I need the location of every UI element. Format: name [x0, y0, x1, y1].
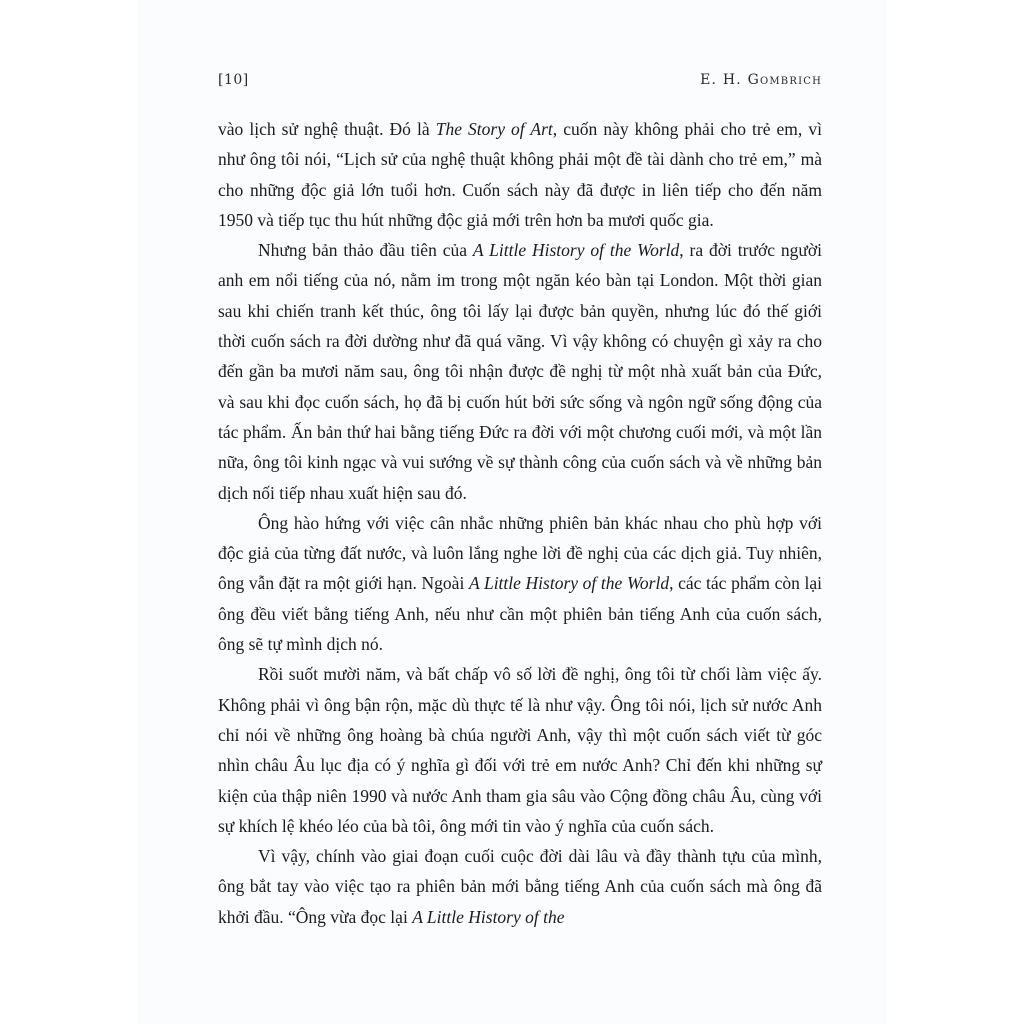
page-number: [10] — [218, 72, 249, 88]
body-text — [218, 114, 822, 932]
book-title: The Story of Art — [435, 119, 553, 139]
text-segment: Nhưng bản thảo đầu tiên của — [258, 240, 473, 261]
text-segment: vào lịch sử nghệ thuật. Đó là — [218, 119, 436, 139]
paragraph — [218, 841, 822, 932]
paragraph — [218, 114, 822, 235]
text-segment: , các tác phẩm còn lại ông đều viết bằng tiếng Anh, nếu như cần một phiên bản tiếng Anh của cuốn sách, ông sẽ tự mình dịch nó. — [218, 573, 822, 655]
author-name: E. H. Gombrich — [700, 72, 822, 88]
book-title: A Little History of the — [412, 906, 565, 927]
text-segment: , cuốn này không phải cho trẻ em, vì như ông tôi nói, “Lịch sử của nghệ thuật không phải một đề tài dành cho trẻ em,” mà cho những độc giả lớn tuổi hơn. Cuốn sách này đã được in liên tiếp cho đến năm 1950 và tiếp tục thu hút những độc giả mới trên hơn ba mươi quốc gia. — [218, 119, 822, 230]
paragraph — [218, 508, 822, 659]
paragraph — [218, 235, 822, 508]
text-segment: , ra đời trước người anh em nổi tiếng của nó, nằm im trong một ngăn kéo bàn tại London. Một thời gian sau khi chiến tranh kết thúc, ông tôi lấy lại được bản quyền, nhưng lúc đó thế giới thời cuốn sách ra đời dường như đã quá vãng. Vì vậy không có chuyện gì xảy ra cho đến gần ba mươi năm sau, ông tôi nhận được đề nghị từ một nhà xuất bản của Đức, và sau khi đọc cuốn sách, họ đã bị cuốn hút bởi sức sống và ngôn ngữ sống động của tác phẩm. Ấn bản thứ hai bằng tiếng Đức ra đời với một chương cuối mới, và một lần nữa, ông tôi kinh ngạc và vui sướng về sự thành công của cuốn sách và về những bản dịch nối tiếp nhau xuất hiện sau đó. — [218, 240, 822, 503]
book-page — [140, 0, 884, 1024]
text-segment: Vì vậy, chính vào giai đoạn cuối cuộc đời dài lâu và đầy thành tựu của mình, ông bắt tay vào việc tạo ra phiên bản mới bằng tiếng Anh của cuốn sách mà ông đã khởi đầu. “Ông vừa đọc lại — [218, 846, 822, 927]
running-head — [218, 72, 822, 96]
paragraph — [218, 659, 822, 841]
book-title: A Little History of the World — [472, 240, 680, 261]
text-segment: Ông hào hứng với việc cân nhắc những phiên bản khác nhau cho phù hợp với độc giả của từng đất nước, và luôn lắng nghe lời đề nghị của các dịch giả. Tuy nhiên, ông vẫn đặt ra một giới hạn. Ngoài — [218, 512, 822, 594]
text-segment: Rồi suốt mười năm, và bất chấp vô số lời đề nghị, ông tôi từ chối làm việc ấy. Không phải vì ông bận rộn, mặc dù thực tế là như vậy. Ông tôi nói, lịch sử nước Anh chỉ nói về những ông hoàng bà chúa người Anh, vậy thì một cuốn sách viết từ góc nhìn châu Âu lục địa có ý nghĩa gì đối với trẻ em nước Anh? Chỉ đến khi những sự kiện của thập niên 1990 và nước Anh tham gia sâu vào Cộng đồng châu Âu, cùng với sự khích lệ khéo léo của bà tôi, ông mới tin vào ý nghĩa của cuốn sách. — [218, 664, 822, 836]
book-title: A Little History of the World — [468, 573, 670, 594]
